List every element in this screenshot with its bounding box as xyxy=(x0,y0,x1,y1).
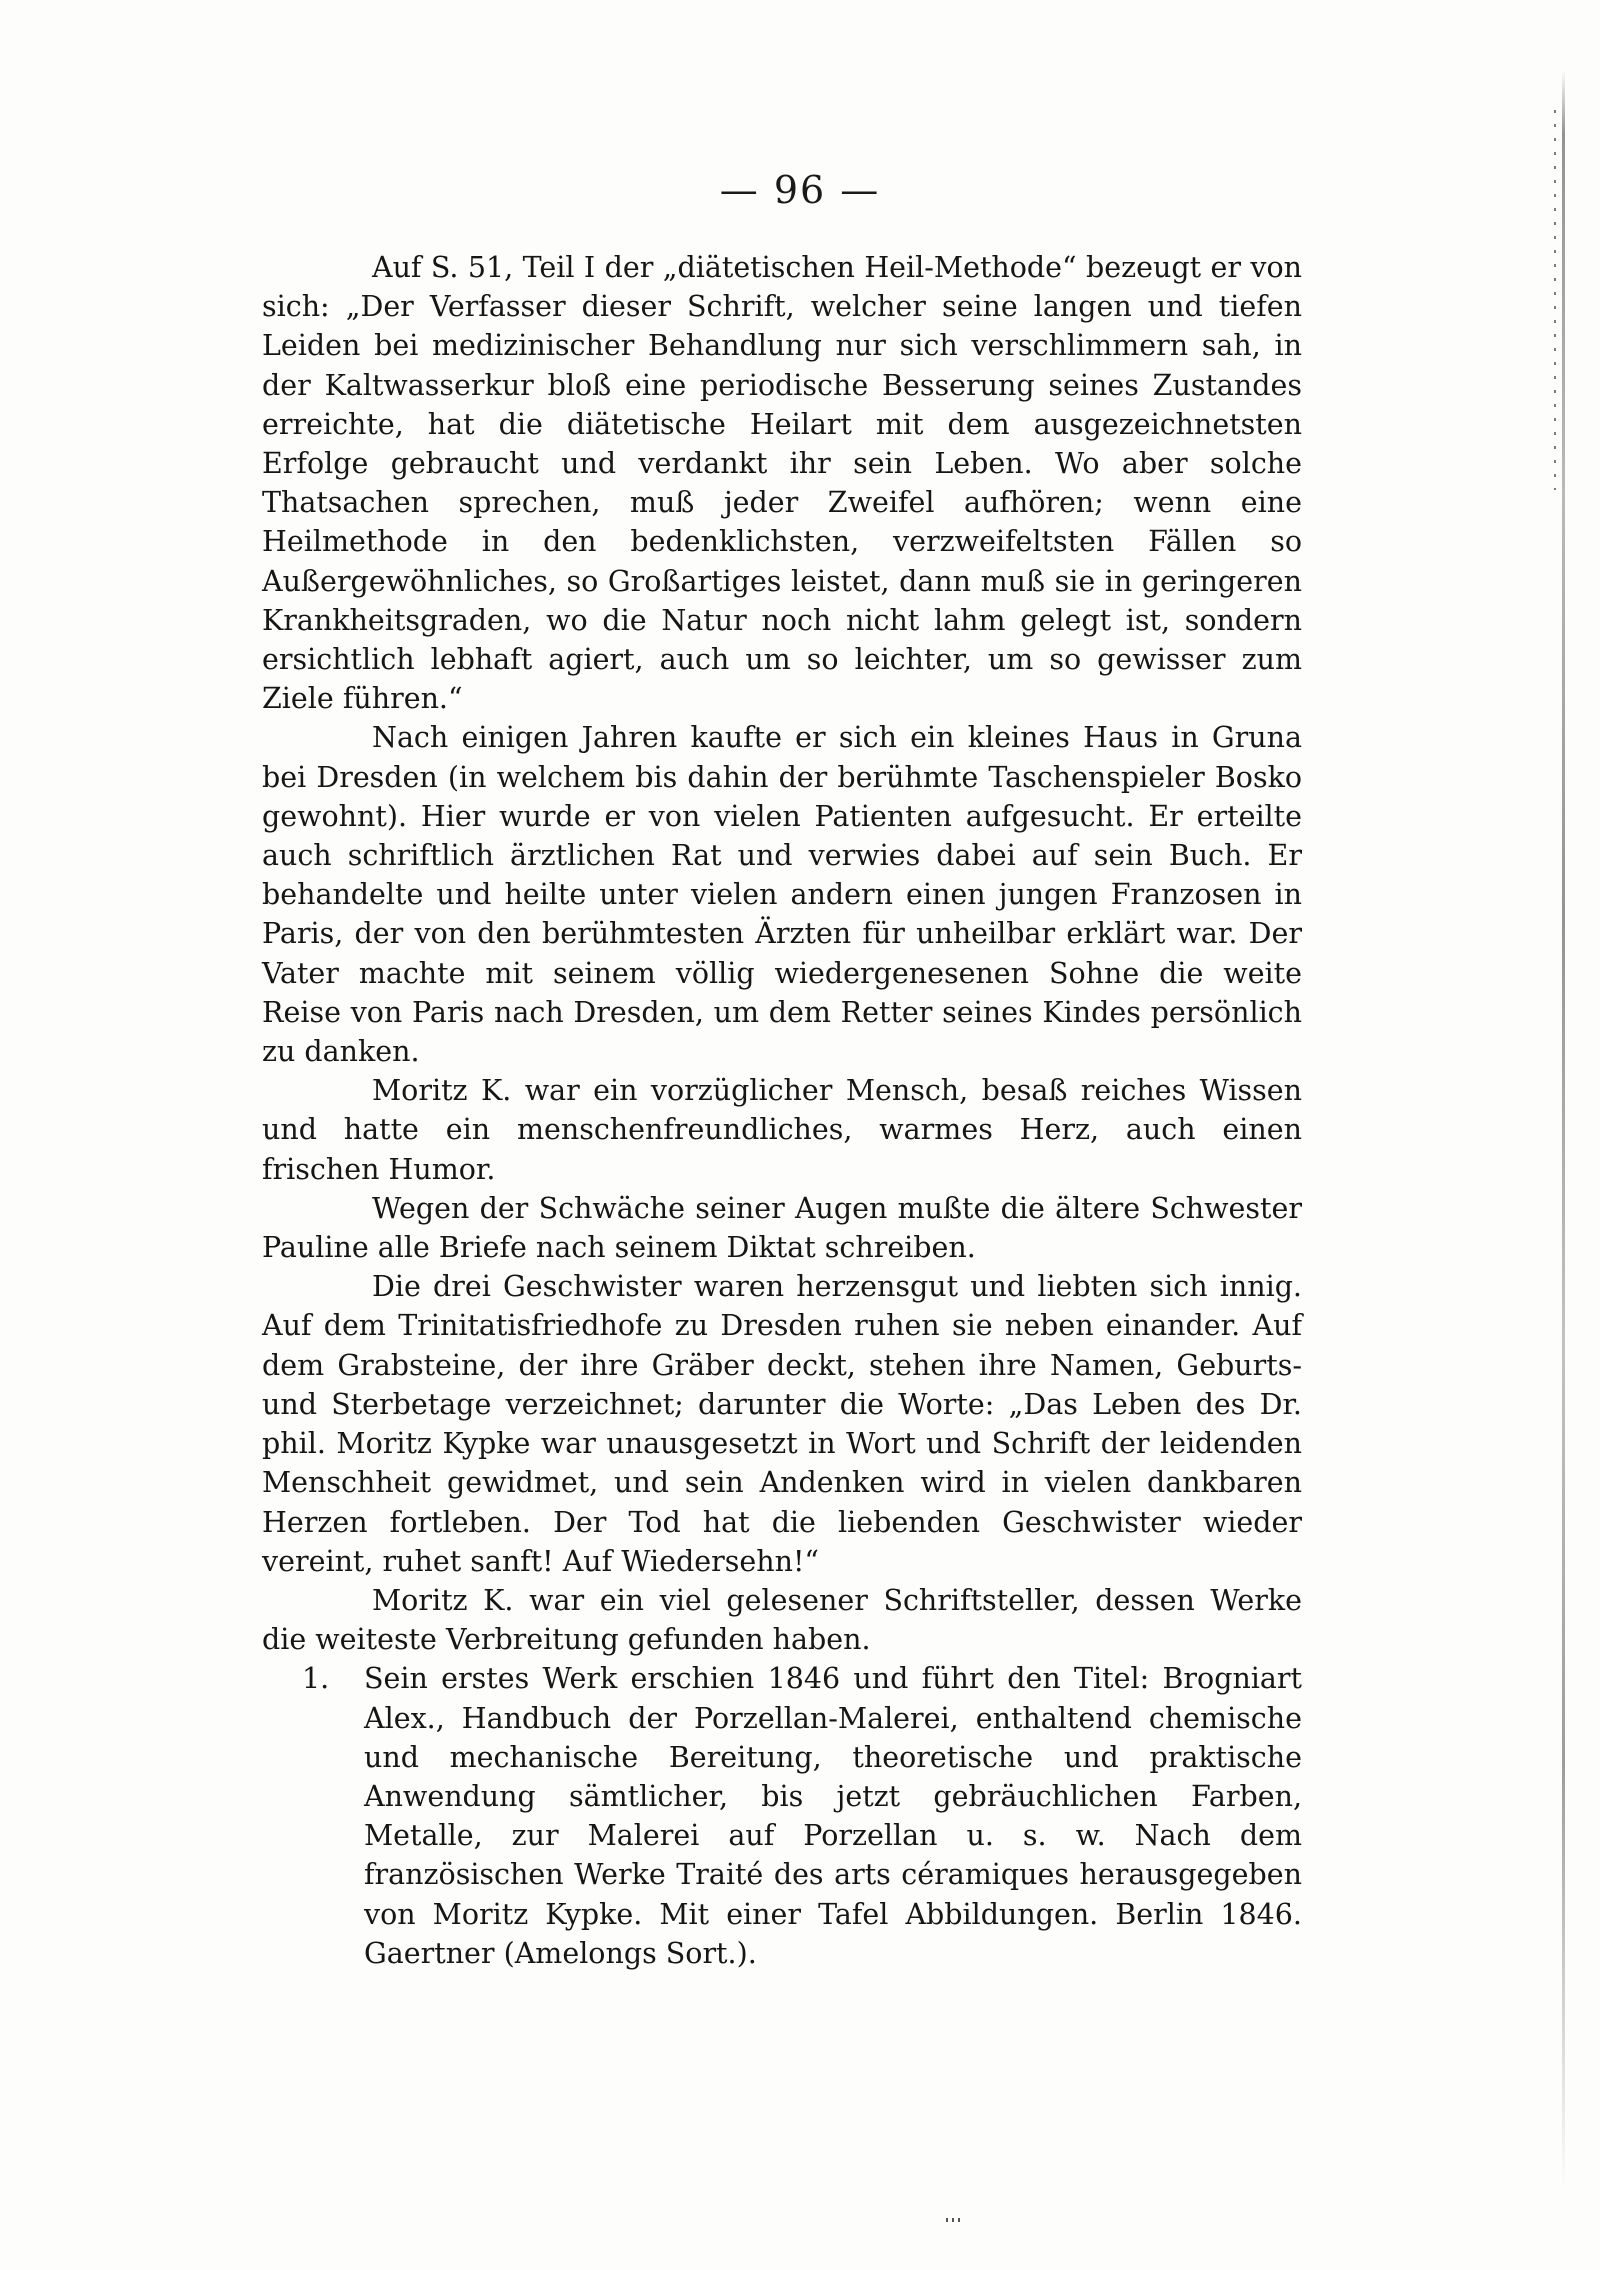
list-item xyxy=(262,1659,1302,1973)
body-text xyxy=(262,248,1302,1973)
paragraph-sister-pauline: Wegen der Schwäche seiner Augen mußte die ältere Schwester Pauline alle Briefe nach seinem Diktat schreiben. xyxy=(262,1191,1302,1265)
paragraph-quote-diaetetische-heilmethode: Auf S. 51, Teil I der „diätetischen Heil-Methode“ bezeugt er von sich: „Der Verfasser dieser Schrift, welcher seine langen und tiefen Leiden bei medizinischer Behandlung nur sich verschlimmern sah, in der Kaltwasserkur bloß eine periodische Besserung seines Zustandes erreichte, hat die diätetische Heilart mit dem ausgezeichnetsten Erfolge gebraucht und verdankt ihr sein Leben. Wo aber solche Thatsachen sprechen, muß jeder Zweifel aufhören; wenn eine Heilmethode in den bedenklichsten, verzweifeltsten Fällen so Außergewöhnliches, so Großartiges leistet, dann muß sie in geringeren Krankheitsgraden, wo die Natur noch nicht lahm gelegt ist, sondern ersichtlich lebhaft agiert, auch um so leichter, um so gewisser zum Ziele führen.“ xyxy=(262,251,1302,716)
paragraph-grave-inscription: Die drei Geschwister waren herzensgut und liebten sich innig. Auf dem Trinitatisfriedhofe zu Dresden ruhen sie neben einander. Auf dem Grabsteine, der ihre Gräber deckt, stehen ihre Namen, Geburts- und Sterbetage verzeichnet; darunter die Worte: „Das Leben des Dr. phil. Moritz Kypke war unausgesetzt in Wort und Schrift der leidenden Menschheit gewidmet, und sein Andenken wird in vielen dankbaren Herzen fortleben. Der Tod hat die liebenden Geschwister wieder vereint, ruhet sanft! Auf Wiedersehn!“ xyxy=(262,1270,1302,1578)
list-item-number: 1. xyxy=(302,1662,330,1696)
print-speck xyxy=(946,2218,962,2222)
paragraph-house-in-gruna: Nach einigen Jahren kaufte er sich ein kleines Haus in Gruna bei Dresden (in welchem bis dahin der berühmte Taschenspieler Bosko gewohnt). Hier wurde er von vielen Patienten aufgesucht. Er erteilte auch schriftlich ärztlichen Rat und verwies dabei auf sein Buch. Er behandelte und heilte unter vielen andern einen jungen Franzosen in Paris, der von den berühmtesten Ärzten für unheilbar erklärt war. Der Vater machte mit seinem völlig wiedergenesenen Sohne die weite Reise von Paris nach Dresden, um dem Retter seines Kindes persönlich zu danken. xyxy=(262,721,1302,1069)
page-number-header: — 96 — xyxy=(719,168,881,212)
paragraph-character: Moritz K. war ein vorzüglicher Mensch, besaß reiches Wissen und hatte ein menschenfreundliches, warmes Herz, auch einen frischen Humor. xyxy=(262,1074,1302,1186)
list-item-text: Sein erstes Werk erschien 1846 und führt den Titel: Brogniart Alex., Handbuch der Porzellan-Malerei, enthaltend chemische und mechanische Bereitung, theoretische und praktische Anwendung sämtlicher, bis jetzt gebräuchlichen Farben, Metalle, zur Malerei auf Porzellan u. s. w. Nach dem französischen Werke Traité des arts céramiques herausgegeben von Moritz Kypke. Mit einer Tafel Abbildungen. Berlin 1846. Gaertner (Amelongs Sort.). xyxy=(364,1662,1302,1970)
page-edge-shadow xyxy=(1562,70,1565,2190)
paragraph-writer: Moritz K. war ein viel gelesener Schriftsteller, dessen Werke die weiteste Verbreitung gefunden haben. xyxy=(262,1583,1302,1657)
page-edge-specks xyxy=(1554,110,1556,490)
